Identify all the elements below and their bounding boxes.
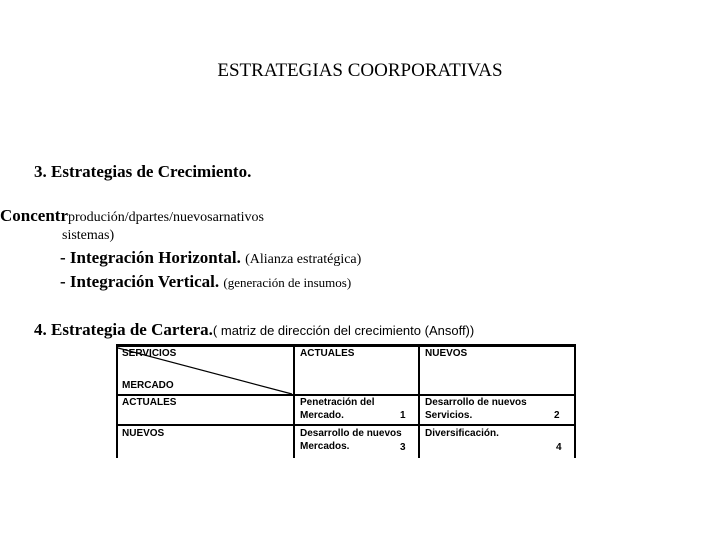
concentration-line [0,206,264,226]
matrix-cell-number: 3 [400,442,406,453]
section-4-note: ( matriz de dirección del crecimiento (Ansoff)) [212,323,475,338]
ansoff-matrix [116,344,576,458]
matrix-cell-number: 4 [556,442,562,453]
page-title: ESTRATEGIAS COORPORATIVAS [217,60,503,81]
matrix-divider-2 [418,344,420,458]
matrix-row-line-2 [116,424,576,426]
matrix-cell-desarrollo-servicios: Desarrollo de nuevos Servicios. [425,397,527,421]
integration-horizontal [60,248,361,268]
matrix-row-label-actuales: ACTUALES [122,397,177,408]
matrix-cell-number: 1 [400,410,406,421]
integration-vertical [60,272,351,292]
matrix-cell-penetracion: Penetración del Mercado. [300,397,375,421]
concentration-overlap: produción/dpartes/nuevosarnativos [67,210,264,225]
concentration-continuation: sistemas) [62,228,115,243]
concentration-lead: Concentr [0,206,68,225]
integration-vertical-note: (generación de insumos) [223,275,352,290]
matrix-col-header-nuevos: NUEVOS [425,348,468,359]
matrix-right-border [574,344,576,458]
integration-horizontal-label: - Integración Horizontal. [60,248,241,267]
section-4-title: 4. Estrategia de Cartera. [34,320,213,339]
matrix-row-label-nuevos: NUEVOS [122,428,165,439]
section-3-heading: 3. Estrategias de Crecimiento. [34,162,252,181]
integration-vertical-label: - Integración Vertical. [60,272,220,291]
integration-horizontal-note: (Alianza estratégica) [245,252,362,267]
matrix-cell-diversificacion: Diversificación. [425,428,499,439]
matrix-cell-desarrollo-mercados: Desarrollo de nuevos Mercados. [300,428,402,452]
section-4-heading [34,320,474,340]
matrix-cell-number: 2 [554,410,560,421]
matrix-corner-top: SERVICIOS [122,348,177,359]
matrix-col-header-actuales: ACTUALES [300,348,355,359]
matrix-corner-bottom: MERCADO [122,380,174,391]
